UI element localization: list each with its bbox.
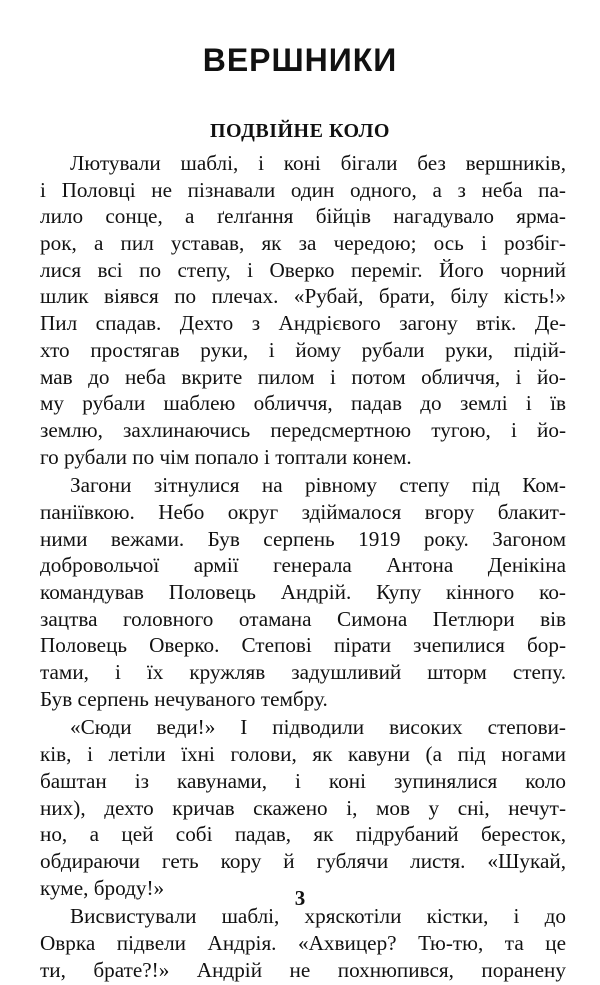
- text-line: них), дехто кричав скажено і, мов у сні, нечут-: [40, 795, 566, 820]
- text-line: обдираючи геть кору й гублячи листя. «Шукай,: [40, 848, 566, 873]
- text-line: паніївкою. Небо округ здіймалося вгору блакит-: [40, 499, 566, 524]
- text-line: хто простягав руки, і йому рубали руки, підій-: [40, 337, 566, 362]
- text-line: Лютували шаблі, і коні бігали без вершників,: [70, 151, 566, 175]
- text-line: Загони зітнулися на рівному степу під Ком-: [70, 473, 566, 498]
- text-line: «Сюди веди!» І підводили високих степови-: [70, 715, 566, 740]
- text-line: тами, і їх кружляв задушливий шторм степу.: [40, 660, 566, 685]
- text-line: Висвистували шаблі, хряскотіли кістки, і до: [70, 904, 566, 929]
- text-line: землю, захлинаючись передсмертною тугою, і йо-: [40, 417, 566, 442]
- text-line: мав до неба вкрите пилом і потом обличчя, і йо-: [40, 364, 566, 389]
- chapter-title: ВЕРШНИКИ: [202, 42, 398, 78]
- text-line: го рубали по чім попало і топтали конем.: [40, 444, 412, 469]
- text-line: Був серпень нечуваного тембру.: [40, 686, 328, 711]
- text-line: лило сонце, а ґелґання бійців нагадувало ярма-: [40, 204, 566, 229]
- section-title: ПОДВІЙНЕ КОЛО: [210, 120, 390, 142]
- text-line: но, а цей собі падав, як підрубаний бересток,: [40, 822, 566, 847]
- text-line: ти, брате?!» Андрій не похнюпився, поранену: [40, 957, 566, 982]
- paragraph-1: [40, 150, 566, 470]
- text-line: куме, броду!»: [40, 875, 165, 900]
- paragraph-3: [40, 714, 566, 901]
- text-line: лися всі по степу, і Оверко переміг. Його чорний: [40, 257, 566, 282]
- text-line: баштан із кавунами, і коні зупинялися коло: [40, 768, 566, 793]
- text-line: Оврка підвели Андрія. «Ахвицер? Тю-тю, та це: [40, 930, 566, 955]
- text-line: Пил спадав. Дехто з Андрієвого загону втік. Де-: [40, 311, 566, 336]
- text-line: і Половці не пізнавали один одного, а з неба па-: [40, 177, 566, 202]
- text-line: добровольчої армії генерала Антона Денікіна: [40, 553, 566, 578]
- text-line: командував Половець Андрій. Купу кінного ко-: [40, 580, 566, 604]
- text-line: Половець Оверко. Степові пірати зчепилися бор-: [40, 633, 566, 658]
- text-line: шлик віявся по плечах. «Рубай, брати, білу кість!»: [40, 284, 566, 309]
- page-number: 3: [294, 886, 306, 910]
- paragraph-2: [40, 472, 566, 712]
- text-line: рок, а пил уставав, як за чередою; ось і розбіг-: [40, 231, 566, 256]
- text-line: ків, і летіли їхні голови, як кавуни (а під ногами: [40, 742, 566, 767]
- text-line: ними вежами. Був серпень 1919 року. Загоном: [40, 526, 566, 551]
- body-text: [40, 150, 566, 985]
- paragraph-4: [40, 903, 566, 983]
- text-line: му рубали шаблею обличчя, падав до землі і їв: [40, 391, 566, 416]
- text-line: зацтва головного отамана Симона Петлюри вів: [40, 606, 566, 631]
